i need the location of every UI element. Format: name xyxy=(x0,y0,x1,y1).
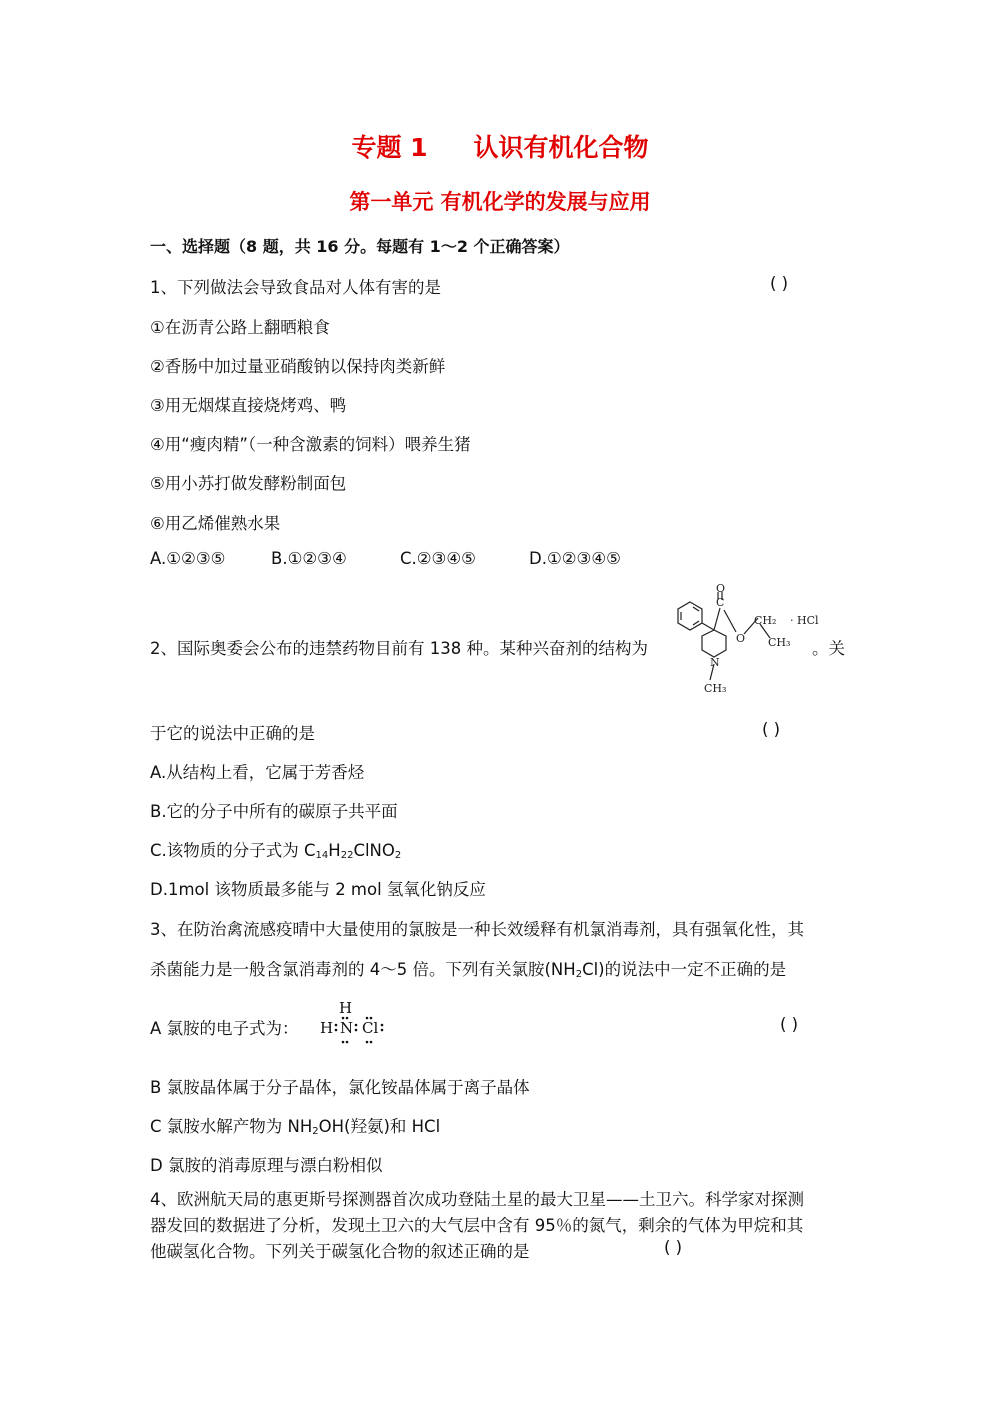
q2-option-a: A.从结构上看，它属于芳香烃 xyxy=(150,763,365,782)
piperidine-ring xyxy=(702,630,726,657)
q2-option-c: C.该物质的分子式为 $C_{14}H_{22}ClNO_2$ xyxy=(150,841,402,861)
q1-option-c: C.②③④⑤ xyxy=(400,549,476,568)
q4-line-1: 4、欧洲航天局的惠更斯号探测器首次成功登陆土星的最大卫星——土卫六。科学家对探测 xyxy=(150,1190,804,1209)
ring-nitrogen: N xyxy=(710,656,720,669)
title-topic-name: 认识有机化合物 xyxy=(473,133,649,162)
hydrogen-top: H xyxy=(339,999,353,1017)
methylene-label: CH₂ xyxy=(754,614,777,627)
q4-line-2: 器发回的数据进了分析，发现土卫六的大气层中含有 95％的氮气，剩余的气体为甲烷和其 xyxy=(150,1216,804,1235)
hydrogen-left: H xyxy=(320,1019,334,1037)
q1-item-3: ③用无烟煤直接烧烤鸡、鸭 xyxy=(150,396,347,415)
section-heading: 一、选择题（8 题，共 16 分。每题有 1～2 个正确答案） xyxy=(150,237,570,256)
nitrogen-atom: N xyxy=(340,1019,354,1037)
q4-line-3: 他碳氢化合物。下列关于碳氢化合物的叙述正确的是 xyxy=(150,1242,530,1261)
q2-stem-tail: 。关 xyxy=(812,639,845,658)
q3-line-2: 杀菌能力是一般含氯消毒剂的 4～5 倍。下列有关氯胺$(NH_2Cl)$的说法中一定不正确的是 xyxy=(150,960,787,980)
q3-answer-paren: ( ) xyxy=(780,1015,799,1034)
q3-option-b: B 氯胺晶体属于分子晶体，氯化铵晶体属于离子晶体 xyxy=(150,1078,530,1097)
hcl-label: · HCl xyxy=(790,614,819,627)
q1-stem: 1、下列做法会导致食品对人体有害的是 xyxy=(150,278,441,297)
q1-item-6: ⑥用乙烯催熟水果 xyxy=(150,514,281,533)
ester-oxygen: O xyxy=(736,632,746,645)
q1-option-d: D.①②③④⑤ xyxy=(529,549,621,568)
q2-stem: 2、国际奥委会公布的违禁药物目前有 138 种。某种兴奋剂的结构为 xyxy=(150,639,648,658)
unit-title: 第一单元 有机化学的发展与应用 xyxy=(349,190,651,214)
title-topic: 专题 1 xyxy=(351,133,428,162)
page-title xyxy=(0,128,1000,164)
q3-option-a: A 氯胺的电子式为： xyxy=(150,1019,299,1038)
q1-item-1: ①在沥青公路上翻晒粮食 xyxy=(150,318,330,337)
q1-item-4: ④用“瘦肉精”（一种含激素的饲料）喂养生猪 xyxy=(150,435,471,454)
chlorine-atom: Cl xyxy=(362,1019,379,1037)
q2-stem-continued: 于它的说法中正确的是 xyxy=(150,724,315,743)
chloramine-electron-formula xyxy=(318,998,390,1048)
q1-option-b: B.①②③④ xyxy=(271,549,347,568)
carbonyl-carbon: C xyxy=(716,596,725,609)
q1-answer-paren: ( ) xyxy=(770,274,789,293)
q2-option-d: D.1mol 该物质最多能与 2 mol 氢氧化钠反应 xyxy=(150,880,486,899)
q1-option-a: A.①②③⑤ xyxy=(150,549,226,568)
q3-option-d: D 氯胺的消毒原理与漂白粉相似 xyxy=(150,1156,383,1175)
q3-line-1: 3、在防治禽流感疫晴中大量使用的氯胺是一种长效缓释有机氯消毒剂，具有强氧化性，其 xyxy=(150,920,804,939)
q2-option-b: B.它的分子中所有的碳原子共平面 xyxy=(150,802,398,821)
n-methyl-label: CH₃ xyxy=(704,682,727,695)
q3-option-c: C 氯胺水解产物为 $NH_2OH$(羟氨)和 HCl xyxy=(150,1117,441,1137)
q1-item-5: ⑤用小苏打做发酵粉制面包 xyxy=(150,474,347,493)
ethyl-methyl-label: CH₃ xyxy=(768,636,791,649)
carbonyl-oxygen: O xyxy=(716,584,726,595)
q1-item-2: ②香肠中加过量亚硝酸钠以保持肉类新鲜 xyxy=(150,357,446,376)
q4-answer-paren: ( ) xyxy=(664,1238,683,1257)
q2-answer-paren: ( ) xyxy=(762,720,781,739)
